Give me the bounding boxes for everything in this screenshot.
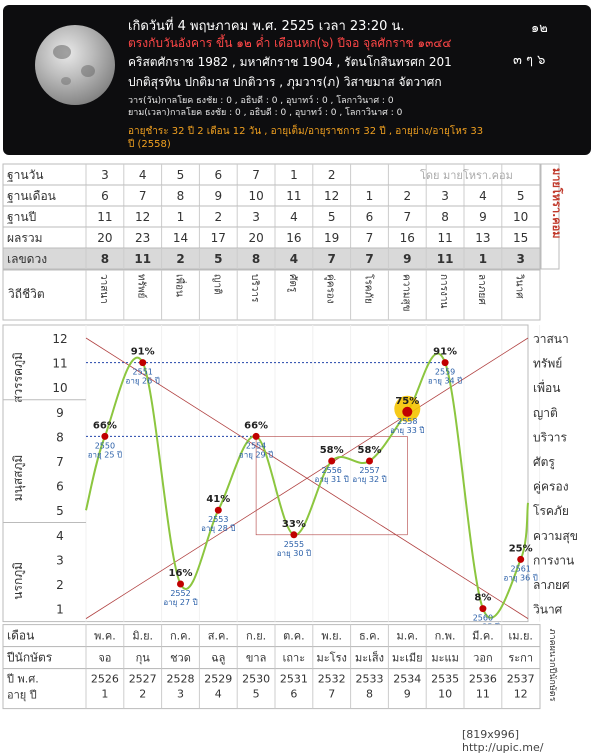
thai-number-top: ๑๒	[531, 21, 548, 36]
footer-cell: วอก	[473, 651, 493, 665]
footer-cell: ก.ย.	[246, 629, 267, 643]
footer-age: 10	[438, 687, 453, 701]
data-point	[101, 433, 108, 440]
y-tick-label: 10	[52, 381, 68, 396]
table-cell: 9	[214, 189, 223, 203]
point-age: อายุ 25 ปี	[87, 450, 123, 460]
table-cell: 1	[365, 189, 374, 203]
table-cell: 6	[101, 189, 109, 203]
table-cell: 17	[210, 231, 226, 245]
y-tick-label: 1	[56, 602, 64, 617]
data-point	[442, 359, 449, 366]
point-age: อายุ 31 ปี	[314, 475, 349, 484]
footer-age: 1	[101, 687, 109, 701]
footer-cell: ก.พ.	[434, 629, 456, 643]
table-cell: 3	[101, 168, 109, 182]
era-years-line: คริสตศักราช 1982 , มหาศักราช 1904 , รัตนโกสินทรศก 201	[128, 55, 452, 69]
point-age: อายุ 32 ปี	[352, 475, 387, 484]
table-cell: 1	[176, 210, 185, 224]
table-cell: 12	[324, 189, 340, 203]
point-age: อายุ 36 ปี	[503, 573, 538, 583]
house-row-label: ลาภยศ	[533, 578, 570, 592]
table-cell: 3	[441, 189, 449, 203]
table-cell: 6	[214, 168, 223, 182]
table-row	[3, 227, 540, 248]
table-cell: 23	[135, 231, 151, 245]
table-cell: 9	[403, 252, 412, 266]
point-year: 2560	[472, 613, 494, 623]
table-cell: 10	[248, 189, 264, 203]
table-cell: 6	[365, 210, 374, 224]
footer-cell: ธ.ค.	[358, 629, 381, 643]
footer-cell: มะเมีย	[391, 651, 423, 665]
table-cell: 4	[289, 252, 299, 266]
table-cell: 8	[251, 252, 261, 266]
house-row-label: ศัตรู	[533, 455, 555, 469]
table-cell: 4	[138, 168, 147, 182]
footer-year: 2531	[279, 672, 308, 686]
footer-age: 7	[328, 687, 336, 701]
data-point	[328, 458, 335, 465]
point-year: 2559	[434, 367, 456, 377]
point-age: อายุ 33 ปี	[390, 425, 425, 435]
footer-year: 2530	[242, 672, 271, 686]
point-percent: 58%	[357, 445, 382, 456]
y-tick-label: 11	[52, 356, 68, 371]
house-row-label: วาสนา	[533, 332, 569, 346]
table-cell: 14	[172, 231, 189, 245]
y-tick-label: 8	[56, 430, 64, 445]
table-cell: 20	[248, 231, 264, 245]
y-tick-label: 9	[56, 405, 64, 420]
y-tick-label: 7	[56, 455, 64, 469]
day-kalayok-line: วาร(วัน)กาลโยค ธงชัย : 0 , อธิบดี : 0 , อุบาทว์ : 0 , โลกาวินาศ : 0	[128, 96, 394, 106]
house-column-label: การงาน	[438, 274, 450, 309]
footer-age: 9	[403, 687, 411, 701]
moon-image	[35, 25, 115, 105]
house-row-label: ญาติ	[533, 405, 558, 420]
footer-cell: ชวด	[170, 651, 191, 665]
point-percent: 91%	[433, 346, 458, 358]
y-tick-label: 12	[52, 332, 68, 346]
data-point	[177, 581, 184, 588]
footer-cell: มิ.ย.	[132, 629, 154, 643]
point-year: 2550	[94, 441, 116, 451]
footer-age: 6	[290, 687, 298, 701]
footer-row	[3, 647, 540, 669]
y-tick-label: 6	[56, 479, 64, 494]
house-column-label: ญาติ	[211, 274, 223, 295]
point-year: 2554	[245, 441, 267, 451]
house-row-label: วินาศ	[533, 602, 563, 617]
house-column-label: บริวาร	[249, 274, 261, 303]
point-age: อายุ 30 ปี	[276, 548, 312, 558]
table-cell: 8	[100, 252, 110, 266]
row-label-3: ฐานปี	[7, 210, 37, 224]
footer-cell: พ.ย.	[321, 629, 343, 643]
table-cell: 8	[441, 210, 449, 224]
time-kalayok-line: ยาม(เวลา)กาลโยค ธงชัย : 0 , อธิบดี : 0 , อุบาทว์ : 0 , โลกาวินาศ : 0	[128, 108, 403, 118]
footer-year: 2532	[317, 672, 346, 686]
table-cell: 10	[513, 210, 529, 224]
footer-cell: มะเส็ง	[354, 651, 385, 665]
table-cell: 20	[97, 231, 113, 245]
house-header-row	[3, 270, 540, 320]
zone-label: มนุสสภูมิ	[11, 454, 25, 502]
table-cell: 8	[176, 189, 185, 203]
table-cell: 7	[327, 252, 336, 266]
footer-cell: เม.ย.	[508, 629, 533, 643]
footer-cell: มะโรง	[316, 651, 347, 665]
footer-year: 2527	[128, 672, 157, 686]
table-row	[3, 248, 540, 269]
point-year: 2556	[321, 466, 342, 475]
footer-age: 2	[139, 687, 147, 701]
footer-age-label: อายุ ปี	[7, 688, 37, 702]
table-cell: 3	[516, 252, 525, 266]
table-cell: 7	[138, 189, 147, 203]
calendar-type-line: ปกติสุรทิน ปกติมาส ปกติวาร , ภุมวาร(ภ) วิสาขมาส จัตวาศก	[128, 75, 442, 89]
point-year: 2551	[132, 367, 153, 377]
data-point	[215, 507, 222, 514]
footer-year: 2536	[468, 672, 497, 686]
footer-year: 2534	[393, 672, 422, 686]
point-percent: 33%	[281, 518, 306, 530]
data-point	[139, 359, 146, 366]
zone-label: นรกภูมิ	[11, 561, 25, 600]
point-percent: 8%	[474, 592, 492, 604]
footer-cell: เถาะ	[282, 651, 306, 665]
y-tick-label: 4	[56, 528, 64, 543]
point-percent: 41%	[206, 494, 231, 506]
house-column-label: คู่ครอง	[324, 274, 336, 304]
house-column-label: ลาภยศ	[475, 274, 487, 305]
point-percent: 58%	[319, 445, 344, 456]
house-column-label: ความสุข	[400, 274, 412, 312]
footer-cell: ม.ค.	[396, 629, 419, 643]
footer-cell: กุน	[135, 651, 150, 665]
point-year: 2558	[397, 416, 418, 426]
house-column-label: ทรัพย์	[135, 274, 147, 299]
footer-age: 8	[366, 687, 373, 701]
house-column-label: วาสนา	[97, 274, 109, 304]
footer-age: 12	[513, 687, 528, 701]
footer-year: 2537	[506, 672, 535, 686]
point-age: อายุ 28 ปี	[201, 524, 236, 534]
point-year: 2561	[510, 564, 531, 574]
y-tick-label: 5	[56, 504, 64, 519]
table-row	[3, 185, 540, 206]
footer-cell: มะแม	[431, 651, 459, 665]
y-tick-label: 3	[56, 553, 64, 568]
house-row-label: บริวาร	[533, 430, 567, 445]
life-chart-svg	[0, 160, 600, 720]
table-cell: 7	[365, 231, 374, 245]
table-cell: 3	[252, 210, 260, 224]
footer-cell: จอ	[98, 651, 112, 665]
table-cell: 2	[403, 189, 412, 203]
footer-age: 4	[214, 687, 222, 701]
lunar-date-line: ตรงกับวันอังคาร ขึ้น ๑๒ ค่ำ เดือนหก(๖) ปีจอ จุลศักราช ๑๓๔๔	[128, 36, 452, 50]
table-cell: 11	[436, 252, 454, 266]
table-cell: 16	[286, 231, 302, 245]
point-age: อายุ 34 ปี	[427, 376, 463, 386]
table-cell: 12	[135, 210, 151, 224]
footer-row	[3, 625, 540, 647]
point-year: 2557	[359, 466, 380, 475]
footer-year: 2529	[204, 672, 233, 686]
y-tick-label: 2	[56, 578, 64, 592]
footer-age: 11	[475, 687, 490, 701]
house-column-label: ศัตรู	[286, 274, 298, 293]
table-cell: 11	[437, 231, 453, 245]
footer-year-label: ปี พ.ศ.	[7, 672, 39, 686]
table-cell: 9	[479, 210, 487, 224]
table-credit: โดย มายโหรา.คอม	[420, 169, 513, 182]
footer-year: 2528	[166, 672, 195, 686]
table-cell: 2	[176, 252, 185, 266]
row-label-1: ฐานวัน	[7, 168, 44, 182]
point-age: อายุ 27 ปี	[163, 598, 198, 607]
footer-row	[3, 669, 540, 709]
thai-number-bottom: ๓ ๆ ๖	[513, 53, 546, 68]
footer-year: 2526	[90, 672, 119, 686]
table-cell: 11	[286, 189, 302, 203]
birth-date-line: เกิดวันที่ 4 พฤษภาคม พ.ศ. 2525 เวลา 23:20 น.	[128, 19, 405, 34]
house-column-label: โรคภัย	[362, 274, 374, 304]
table-cell: 13	[475, 231, 491, 245]
life-label: วิถีชีวิต	[8, 287, 45, 301]
footer-side-label: ภาคผนวกปีนักษัตร	[547, 628, 557, 702]
table-cell: 5	[327, 210, 336, 224]
data-point	[402, 407, 412, 417]
house-row-label: คู่ครอง	[533, 479, 569, 494]
footer-cell: พ.ค.	[94, 629, 116, 643]
table-cell: 7	[252, 168, 260, 182]
table-cell: 16	[399, 231, 415, 245]
site-credit: [819x996] http://upic.me/	[462, 728, 544, 754]
data-point	[479, 605, 486, 612]
footer-year: 2533	[355, 672, 384, 686]
data-point	[253, 433, 260, 440]
table-cell: 2	[327, 168, 336, 182]
table-cell: 7	[403, 210, 412, 224]
row-label-5: เลขดวง	[7, 252, 48, 266]
house-row-label: ความสุข	[533, 528, 578, 543]
zone-label: สวรรคภูมิ	[11, 352, 25, 403]
table-cell: 5	[516, 189, 525, 203]
footer-cell: ฉลู	[211, 651, 226, 665]
life-chart-grid	[0, 160, 600, 720]
data-point	[290, 531, 297, 538]
table-cell: 19	[324, 231, 340, 245]
table-cell: 7	[365, 252, 374, 266]
point-percent: 25%	[508, 543, 533, 555]
row-label-2: ฐานเดือน	[7, 189, 56, 203]
footer-cell: ส.ค.	[207, 629, 229, 643]
data-point	[366, 458, 373, 465]
table-cell: 1	[478, 252, 488, 266]
house-row-label: เพื่อน	[533, 381, 561, 396]
table-cell: 15	[513, 231, 529, 245]
data-point	[517, 556, 524, 563]
birth-info-header	[3, 5, 591, 155]
table-cell: 4	[479, 189, 487, 203]
table-cell: 11	[134, 252, 152, 266]
table-cell: 5	[214, 252, 223, 266]
footer-cell: ต.ค.	[283, 629, 305, 643]
table-cell: 5	[176, 168, 185, 182]
footer-row-label: ปีนักษัตร	[7, 650, 53, 665]
footer-cell: ระกา	[508, 651, 534, 665]
table-cell: 1	[290, 168, 298, 182]
point-age: อายุ 29 ปี	[238, 450, 274, 460]
age-line: อายุชำระ 32 ปี 2 เดือน 12 วัน , อายุเต็ม/อายุราชการ 32 ปี , อายุย่าง/อายุโหร 33 ปี (2558)	[128, 126, 484, 150]
footer-cell: ขาล	[245, 651, 267, 665]
footer-cell: มี.ค.	[472, 629, 494, 643]
point-year: 2555	[283, 539, 305, 549]
footer-age: 3	[177, 687, 184, 701]
house-column-label: วินาศ	[513, 274, 525, 299]
footer-year: 2535	[431, 672, 460, 686]
table-row	[3, 206, 540, 227]
house-row-label: ทรัพย์	[533, 356, 563, 371]
point-percent: 75%	[395, 395, 420, 407]
table-cell: 2	[214, 210, 223, 224]
table-cell: 4	[290, 210, 298, 224]
footer-age: 5	[252, 687, 260, 701]
footer-row-label: เดือน	[7, 628, 35, 643]
row-label-4: ผลรวม	[7, 231, 43, 245]
point-percent: 66%	[244, 420, 269, 432]
point-percent: 91%	[130, 346, 155, 358]
point-year: 2552	[170, 589, 191, 598]
point-percent: 66%	[92, 420, 117, 432]
point-age: อายุ 26 ปี	[125, 376, 160, 386]
table-cell: 11	[97, 210, 113, 224]
house-row-label: การงาน	[533, 553, 575, 568]
house-column-label: เพื่อน	[173, 274, 185, 297]
point-year: 2553	[208, 515, 229, 525]
house-row-label: โรคภัย	[533, 504, 569, 519]
side-watermark: มายโหรา.คอม	[550, 168, 563, 239]
point-percent: 16%	[168, 568, 193, 579]
footer-cell: ก.ค.	[169, 629, 192, 643]
